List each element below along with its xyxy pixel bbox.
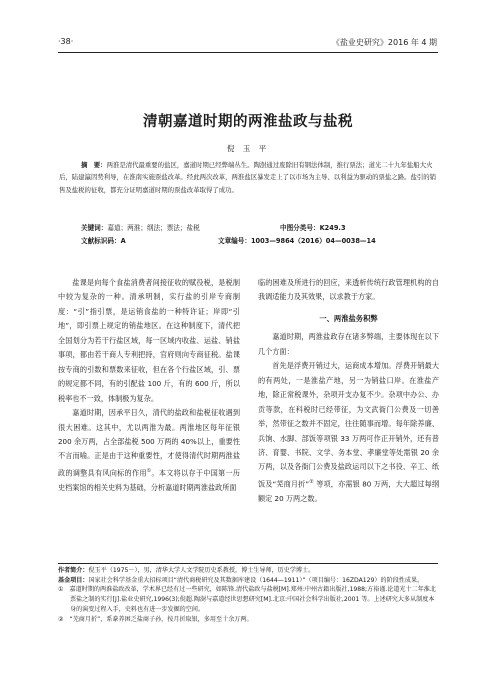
paragraph: 临的困难及所进行的回应，来透析传统行政管理机构的自我调适能力及其效果，以求教于方家。 (258, 278, 439, 302)
footer-rule (58, 563, 438, 564)
keywords (81, 222, 200, 235)
fund-label: 基金项目： (58, 576, 89, 584)
document-code (81, 235, 126, 248)
clc-value: K249.3 (319, 224, 346, 232)
clc-label: 中图分类号： (280, 224, 320, 232)
author-bio-text: 倪玉平（1975－），男，清华大学人文学院历史系教授，博士生导师，历史学博士。 (88, 567, 315, 574)
articleno-value: 1003—9864（2016）04—0038—14 (250, 237, 376, 245)
keywords-text: 嘉道；两淮；纲法；票法；盐税 (107, 224, 200, 232)
article-number (218, 235, 376, 248)
footnotes (58, 566, 438, 624)
abstract (59, 159, 438, 196)
paragraph-text: 。本文将以存于中国第一历史档案馆的相关史料为基础，分析嘉道时期两淮盐政所面 (58, 468, 240, 492)
clc-number (280, 222, 346, 235)
article-author: 倪 玉 平 (226, 144, 270, 153)
article-title: 清朝嘉道时期的两淮盐政与盐税 (143, 114, 353, 130)
footnote-1: ① 嘉道时期的两淮盐政改革，学术界已经有过一些研究，如陈锋.清代盐政与盐税[M].郑州:中州古籍出版社,1988;方裕谨.论道光十二年淮北票盐之制的实行[J].盐业史研究,1996(3);倪超.陶澍与嘉道经世思想研究[M].北京:中国社会科学出版社,2001 等。上述研究大多从制度本身的演变过程入手，史料也有进一步发掘的空间。 (58, 586, 436, 613)
paragraph (58, 406, 240, 495)
section-heading: 一、两淮盐务积弊 (319, 313, 378, 323)
header-rule (58, 52, 438, 53)
paragraph-text: 等项，亦需银 80 万两，大大超过每纲额定 20 万两之数。 (258, 479, 439, 503)
articleno-label: 文章编号： (218, 237, 251, 245)
doccode-value: A (120, 237, 126, 245)
paragraph (258, 359, 439, 506)
body-right-column (258, 276, 439, 506)
footnote-ref: ② (309, 478, 314, 485)
body-left-column (58, 276, 240, 495)
fund-info (58, 576, 438, 586)
fund-text: 国家社会科学基金重大招标项目“清代商税研究及其数据库建设（1644—1911）”（项目编号：16ZDA129）的阶段性成果。 (88, 576, 424, 584)
page-number: ·38· (58, 37, 74, 46)
paragraph-text: 嘉道时期，因承平日久，清代的盐政和盐税征收遇到很大困难。这其中，尤以两淮为最。两淮地区每年征银 200 余万两，占全部盐税 500 万两的 40%以上，重要性不言而喻。正是由于这种重要性，才使得清代时期两淮盐政的调整具有风向标的作用 (58, 408, 240, 478)
journal-issue: 《盐业史研究》2016 年 4 期 (331, 38, 437, 47)
author-bio (58, 566, 438, 576)
abstract-text: 两淮是清代最重要的盐区，嘉道时期已经弊端丛生。陶澍通过废除旧有钢法体制，推行票法；道光二十九年盐船大火后，陆建瀛因势利导，在淮南实施票盐改革。经此两次改革，两淮盐区暴发走上了以市场为主导、以利益为驱动的票盐之路。盐引的销售及盐税的征收，都充分证明嘉道时期的票盐改革取得了成功。 (59, 161, 437, 194)
footnote-ref: ① (146, 467, 152, 474)
footnote-2: ② “芜商月折”，系豢养困乏盐商子孙，按月折取银，多用至十余万两。 (58, 615, 253, 623)
paragraph: 盐课是向每个食盐消费者间接征收的赋役税，是税制中较为复杂的一种。清承明制，实行盐的引岸专商制度：“引”指引票，是运销食盐的一种特许证；岸即“引地”，即引票上规定的销盐地区。在这种制度下，清代把全国划分为若干行盐区域，每一区域内收盐、运盐、销盐事项，都由若干商人专利把持，官府则向专商征税。盐课按专商的引数和票数来征收，但在各个行盐区域，引、票的规定都不同，有的引配盐 100 斤，有的 600 斤，所以税率也不一致，体制极为复杂。 (58, 278, 240, 403)
keywords-label: 关键词： (81, 224, 108, 232)
author-bio-label: 作者简介： (58, 567, 89, 574)
paragraph-text: 首先是浮费开销过大，运商成本增加。浮费开销最大的有两处，一是淮盐产地，另一为销盐口岸。在淮盐产地，除正常税课外，杂项开支办复不少。杂项中办公、办贡等款，在科税时已经带征，为文武衙门公费及一切善举，然带征之数并不固定，往往随事而增。每年除养廉、兵饷、水脚、部饭等项银 33 万两可作正开销外，还有普济、育婴、书院、文学、务本堂、孝廉堂等处需银 20 余万两，以及各衙门公费及盐政运司以下之书役、辛工、纸饭及“芜商月折” (258, 361, 439, 489)
paragraph: 嘉道时期，两淮盐政存在诸多弊端，主要体现在以下几个方面： (258, 332, 439, 356)
doccode-label: 文献标识码： (81, 237, 121, 245)
abstract-label: 摘 要： (81, 161, 107, 169)
